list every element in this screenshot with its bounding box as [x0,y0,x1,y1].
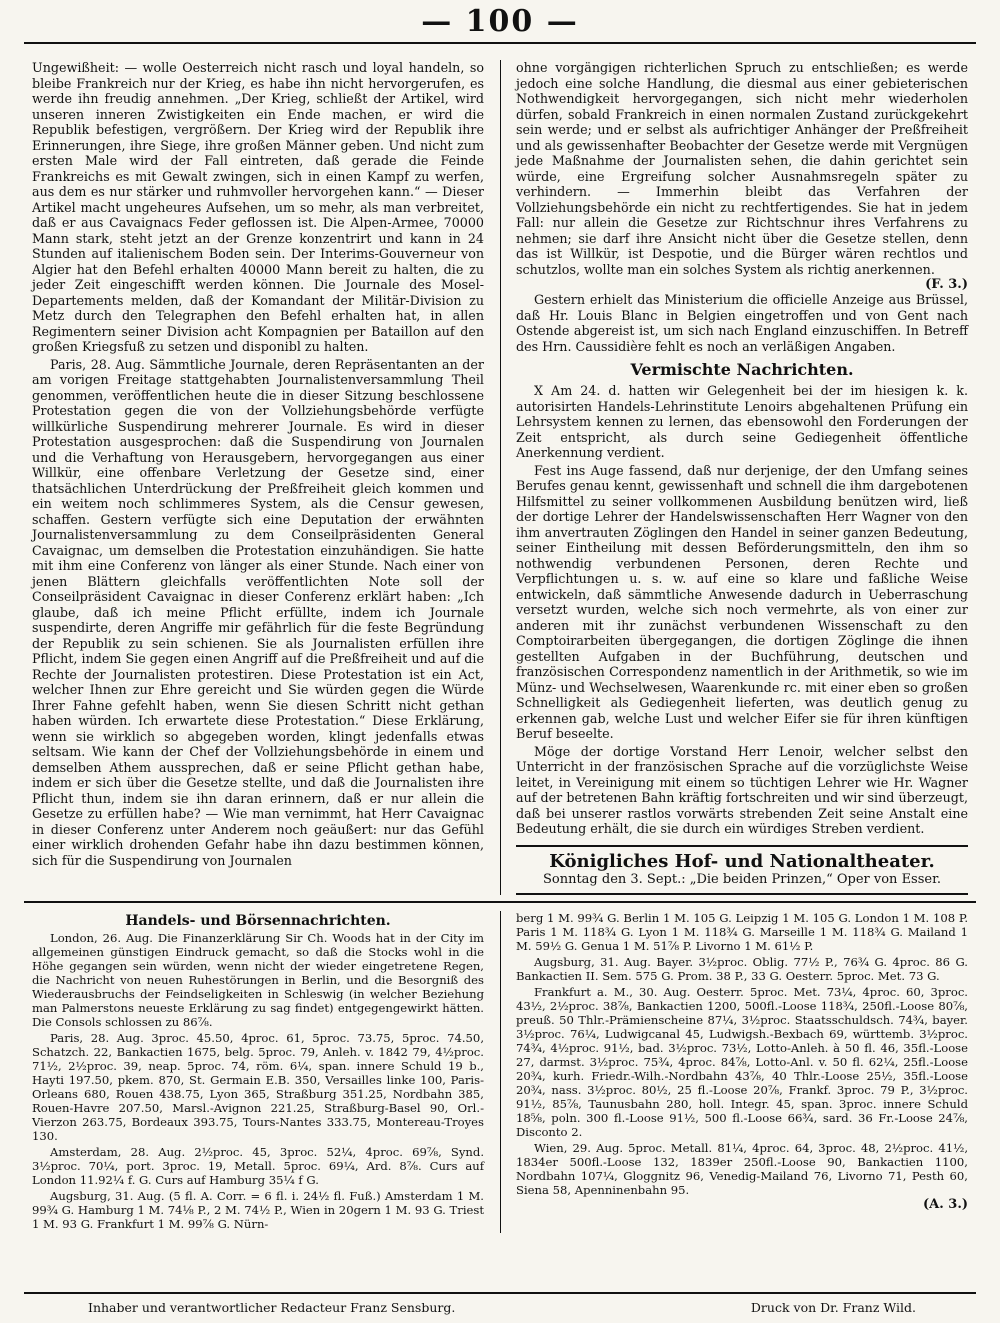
header-rule [24,42,976,44]
market-augsburg: Augsburg, 31. Aug. (5 fl. A. Corr. = 6 fl. i. 24½ fl. Fuß.) Amsterdam 1 M. 99¾ G. Hamburg 1 M. 74⅛ P., 2 M. 74½ P., Wien in 20gern 1 M. 93 G. Triest 1 M. 93 G. Frankfurt 1 M. 99⅞ G. Nürn- [32,1188,484,1231]
theater-announcement [516,845,968,895]
article-continuation-text: ohne vorgängigen richterlichen Spruch zu entschließen; es werde jedoch eine solche Handlung, die diesmal aus einer gebieterischen Nothwendigkeit hervorgegangen, sich nicht mehr wiederholen dürfen, sobald Frankreich in einen normalen Zustand zurückgekehrt sein werde; und er selbst als aufrichtiger Anhänger der Preßfreiheit und als gewissenhafter Beobachter der Gesetze werde mit Vergnügen jede Maßnahme der Journalisten sehen, die dahin gerichtet sein würde, eine Ergreifung solcher Ausnahmsregeln später zu verhindern. — Immerhin bleibt das Verfahren der Vollziehungsbehörde ein nicht zu rechtfertigendes. Sie hat in jedem Fall: nur allein die Gesetze zur Richtschnur ihres Verfahrens zu nehmen; sie darf ihre Ansicht nicht über die Gesetze stellen, denn das ist Willkür, ist Despotie, und die Bürger wären rechtlos und schutzlos, wollte man ein solches System als richtig anerkennen. [516,60,968,277]
theater-line: Sonntag den 3. Sept.: „Die beiden Prinzen,“ Oper von Esser. [542,871,942,887]
article-brussels-text: Gestern erhielt das Ministerium die officielle Anzeige aus Brüssel, daß Hr. Louis Blanc in Belgien eingetroffen und von Gent nach Ostende abgereist ist, um sich nach England einzuschiffen. In Betreff des Hrn. Caussidière fehlt es noch an verläßigen Angaben. [516,292,968,354]
lower-right-column [508,911,976,1233]
theater-title: Königliches Hof- und Nationaltheater. [549,850,935,872]
market-paris: Paris, 28. Aug. 3proc. 45.50, 4proc. 61, 5proc. 73.75, 5proc. 74.50, Schatzch. 22, Bankactien 1675, belg. 5proc. 79, Anleh. v. 1842 79, 4½proc. 71½, 2½proc. 39, neap. 5proc. 74, röm. 6¼, span. innere Schuld 19 b., Hayti 197.50, pkem. 870, St. Germain E.B. 350, Versailles linke 100, Paris-Orleans 680, Rouen 438.75, Lyon 365, Straßburg 351.25, Nordbahn 385, Rouen-Havre 207.50, Marsl.-Avignon 221.25, Straßburg-Basel 90, Orl.-Vierzon 263.75, Bordeaux 393.75, Tours-Nantes 333.75, Montereau-Troyes 130. [32,1030,484,1143]
market-augsburg-bonds: Augsburg, 31. Aug. Bayer. 3½proc. Oblig. 77½ P., 76¾ G. 4proc. 86 G. Bankactien II. Sem. 575 G. Prom. 38 P., 33 G. Oesterr. 5proc. Met. 73 G. [516,954,968,983]
market-augsburg-continued: berg 1 M. 99¾ G. Berlin 1 M. 105 G. Leipzig 1 M. 105 G. London 1 M. 108 P. Paris 1 M. 118¾ G. Lyon 1 M. 118¾ G. Marseille 1 M. 118¾ G. Mailand 1 M. 59½ G. Genua 1 M. 51⅞ P. Livorno 1 M. 61½ P. [516,910,968,953]
lower-rule [24,901,976,903]
article-war-text: Ungewißheit: — wolle Oesterreich nicht rasch und loyal handeln, so bleibe Frankreich nur der Krieg, es habe ihn nicht hervorgerufen, es werde ihn freudig annehmen. „Der Krieg, schließt der Artikel, wird unseren inneren Zwistigkeiten ein Ende machen, er wird die Republik befestigen, vergrößern. Der Krieg wird der Republik ihre Erinnerungen, ihre Siege, ihre großen Männer geben. Und nicht zum ersten Male wird der Fall eintreten, daß gerade die Feinde Frankreichs es mit Gewalt zwingen, sich in einen Kampf zu werfen, aus dem es nur stärker und ruhmvoller hervorgehen kann.“ — Dieser Artikel macht ungeheures Aufsehen, um so mehr, als man verbreitet, daß er aus Cavaignacs Feder geflossen ist. Die Alpen-Armee, 70000 Mann stark, steht jetzt an der Grenze konzentrirt und kann in 24 Stunden auf italienischem Boden sein. Der Interims-Gouverneur von Algier hat den Befehl erhalten 40000 Mann bereit zu halten, die zu jeder Zeit eingeschifft werden können. Die Journale des Mosel-Departements melden, daß der Komandant der Militär-Division zu Metz durch den Telegraphen den Befehl erhalten hat, in allen Regimentern seiner Division acht Kompagnien per Bataillon auf den großen Kriegsfuß zu setzen und disponibl zu halten. [32,60,484,354]
footer-printer: Druck von Dr. Franz Wild. [750,1300,916,1315]
upper-columns [24,60,976,895]
page-footer [24,1292,976,1315]
article-paris-text: Paris, 28. Aug. Sämmtliche Journale, deren Repräsentanten an der am vorigen Freitage stattgehabten Journalistenversammlung Theil genommen, veröffentlichen heute die in dieser Sitzung beschlossene Protestation gegen die von der Vollziehungsbehörde verfügte willkürliche Suspendirung mehrerer Journale. Es wird in dieser Protestation ausgesprochen: daß die Suspendirung von Journalen und die Verhaftung von Herausgebern, hervorgegangen aus einer Willkür, eine offenbare Verletzung der Gesetze sind, einer thatsächlichen Unterdrückung der Preßfreiheit gleich kommen und ein weitem noch schlimmeres System, als die Censur gewesen, schaffen. Gestern verfügte sich eine Deputation der erwähnten Journalistenversammlung zu dem Conseilpräsidenten General Cavaignac, um demselben die Protestation einzuhändigen. Sie hatte mit ihm eine Conferenz von länger als einer Stunde. Nach einer von jenen Blättern gleichfalls veröffentlichten Note soll der Conseilpräsident Cavaignac in dieser Conferenz erklärt haben: „Ich glaube, daß ich meine Pflicht erfüllte, indem ich Journale suspendirte, deren Angriffe mir gefährlich für die feste Begründung der Republik zu sein schienen. Sie als Journalisten erfüllen ihre Pflicht, indem Sie gegen einen Angriff auf die Preßfreiheit und auf die Rechte der Journalisten protestiren. Diese Protestation ist ein Act, welcher Ihnen zur Ehre gereicht und Sie würden gegen die Würde Ihrer Fahne gefehlt haben, wenn Sie diesen Schritt nicht gethan haben würden. Ich erwartete diese Protestation.“ Diese Erklärung, wenn sie wirklich so abgegeben worden, klingt jedenfalls etwas seltsam. Wie kann der Chef der Vollziehungsbehörde in einem und demselben Athem aussprechen, daß er seine Pflicht gethan habe, indem er sich über die Gesetze stellte, und daß die Journalisten ihre Pflicht thun, indem sie ihn daran erinnern, daß er nur allein die Gesetze zu erfüllen habe? — Wie man vernimmt, hat Herr Cavaignac in dieser Conferenz unter Anderem noch geäußert: nur das Gefühl einer wirklich drohenden Gefahr habe ihn dazu bestimmen können, sich für die Suspendirung von Journalen [32,356,484,868]
lower-columns [24,911,976,1233]
right-column [508,60,976,895]
article-lenoir-closing: Möge der dortige Vorstand Herr Lenoir, welcher selbst den Unterricht in der französischen Sprache auf die vorzüglichste Weise leitet, in Vereinigung mit einem so tüchtigen Lehrer wie Hr. Wagner auf der betretenen Bahn kräftig fortschreiten und wir sind überzeugt, daß bei unserer rastlos vorwärts strebenden Zeit seine Anstalt eine Bedeutung erhält, die sie durch ein würdiges Streben verdient. [516,743,968,836]
section-title-miscellaneous: Vermischte Nachrichten. [630,360,854,379]
market-wien: Wien, 29. Aug. 5proc. Metall. 81¼, 4proc. 64, 3proc. 48, 2½proc. 41½, 1834er 500fl.-Loose 132, 1839er 250fl.-Loose 90, Bankactien 1100, Nordbahn 107¼, Gloggnitz 96, Venedig-Mailand 76, Livorno 71, Pesth 60, Siena 58, Apenninenbahn 95. [516,1140,968,1197]
article-lenoir-intro: X Am 24. d. hatten wir Gelegenheit bei der im hiesigen k. k. autorisirten Handels-Lehrinstitute Lenoirs abgehaltenen Prüfung ein Lehrsystem kennen zu lernen, das ebensowohl den Forderungen der Zeit entspricht, als durch seine Gediegenheit öffentliche Anerkennung verdient. [516,383,968,460]
lower-left-column [24,911,492,1233]
section-title-commerce: Handels- und Börsennachrichten. [125,912,391,929]
page-number-header: — 100 — [421,3,579,39]
article-signature: (F. 3.) [925,277,968,292]
market-frankfurt: Frankfurt a. M., 30. Aug. Oesterr. 5proc. Met. 73¼, 4proc. 60, 3proc. 43½, 2½proc. 38⅞, Bankactien 1200, 500fl.-Loose 118¾, 250fl.-Loose 80⅞, preuß. 50 Thlr.-Prämienscheine 87¼, 3½proc. Staatsschuldsch. 74¾, bayer. 3½proc. 76¼, Ludwigcanal 45, Ludwigsh.-Bexbach 69, württemb. 3½proc. 74¾, 4½proc. 91½, bad. 3½proc. 73½, Lotto-Anleh. à 50 fl. 46, 35fl.-Loose 27, darmst. 3½proc. 75¾, 4proc. 84⅞, Lotto-Anl. v. 50 fl. 62¼, 25fl.-Loose 20¾, kurh. Friedr.-Wilh.-Nordbahn 43⅞, 40 Thlr.-Loose 25½, 35fl.-Loose 20¾, nass. 3½proc. 80½, 25 fl.-Loose 20⅞, Frankf. 3proc. 79 P., 3½proc. 91½, 85⅞, Taunusbahn 280, holl. Integr. 45, span. 3proc. innere Schuld 18⅝, poln. 300 fl.-Loose 91½, 500 fl.-Loose 66¾, sard. 36 Fr.-Loose 24⅞, Disconto 2. [516,984,968,1139]
market-signature: (A. 3.) [922,1196,968,1212]
article-lenoir-body: Fest ins Auge fassend, daß nur derjenige, der den Umfang seines Berufes genau kennt, gewissenhaft und schnell die ihm dargebotenen Hilfsmittel zu seiner vollkommenen Ausbildung benützen wird, ließ der dortige Lehrer der Handelswissenschaften Herr Wagner von den ihm anvertrauten Zöglingen den Handel in seiner ganzen Bedeutung, seiner Eintheilung mit dessen Beförderungsmitteln, den ihm so nothwendig verbundenen Personen, deren Rechte und Verpflichtungen u. s. w. auf eine so klare und faßliche Weise entwickeln, daß sämmtliche Anwesende dadurch in Ueberraschung versetzt wurden, welche sich noch vermehrte, als von einer zur anderen mit ihr zunächst verbundenen Wissenschaft zu den Comptoirarbeiten übergegangen, die dortigen Zöglinge die ihnen gestellten Aufgaben in der Buchführung, deutschen und französischen Correspondenz namentlich in der Arithmetik, so wie im Münz- und Wechselwesen, Waarenkunde rc. mit einer eben so großen Schnelligkeit als Gediegenheit lieferten, was deutlich genug zu erkennen gab, welche Lust und welcher Eifer sie für ihren künftigen Beruf beseelte. [516,462,968,741]
market-amsterdam: Amsterdam, 28. Aug. 2½proc. 45, 3proc. 52¼, 4proc. 69⅞, Synd. 3½proc. 70¼, port. 3proc. 19, Metall. 5proc. 69¼, Ard. 8⅞. Curs auf London 11.92¼ f. G. Curs auf Hamburg 35¼ f G. [32,1144,484,1187]
left-column [24,60,492,895]
market-london: London, 26. Aug. Die Finanzerklärung Sir Ch. Woods hat in der City im allgemeinen günstigen Eindruck gemacht, so daß die Stocks wohl in die Höhe gegangen sein würden, wenn nicht der wieder eingetretene Regen, die Nachricht von neuen Ruhestörungen in Berlin, und die Besorgniß des Wiederausbruchs der Feindseligkeiten in Schleswig (in welcher Beziehung man Palmerstons neueste Erklärung zu sag findet) entgegengewirkt hätten. Die Consols schlossen zu 86⅞. [32,930,484,1029]
footer-editor: Inhaber und verantwortlicher Redacteur Franz Sensburg. [88,1300,456,1315]
